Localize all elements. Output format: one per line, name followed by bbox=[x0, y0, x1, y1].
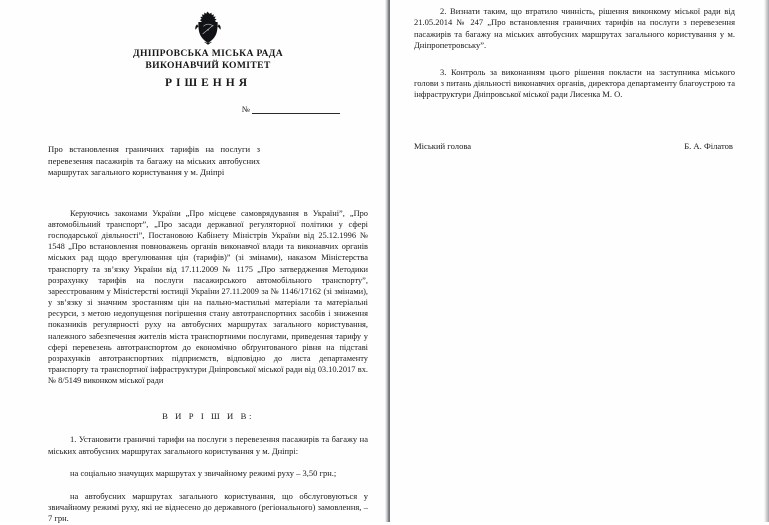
number-symbol: № bbox=[241, 104, 250, 114]
signatory-title: Міський голова bbox=[414, 140, 472, 151]
organization-name-line-2: ВИКОНАВЧИЙ КОМІТЕТ bbox=[145, 59, 271, 71]
signature-row bbox=[414, 141, 735, 151]
document-number-row bbox=[48, 104, 368, 114]
emblem-container bbox=[48, 10, 368, 48]
number-blank-line bbox=[252, 105, 340, 114]
coat-of-arms-icon bbox=[190, 10, 226, 46]
clause-3: 3. Контроль за виконанням цього рішення покласти на заступника міського голови з питань діяльності виконавчих органів, директора департаменту благоустрою та інфраструктури Дніпровської міської ради Лисенка М. О. bbox=[414, 66, 735, 100]
clause-2: 2. Визнати таким, що втратило чинність, рішення виконкому міської ради від 21.05.2014 № 247 „Про встановлення граничних тарифів на послуги з перевезення пасажирів та багажу на міських автобусних маршрутах загального користування у м. Дніпропетровську”. bbox=[414, 6, 735, 51]
signatory-name: Б. А. Філатов bbox=[684, 140, 733, 151]
clause-1-sub-2: на автобусних маршрутах загального користування, що обслуговуються у звичайному режимі руху, які не віднесено до державного (регіонального) замовлення, – 7 грн. bbox=[48, 490, 368, 524]
document-title: Про встановлення граничних тарифів на послуги з перевезення пасажирів та багажу на міських автобусних маршрутах загального користування у м. Дніпрі bbox=[48, 144, 260, 178]
clause-1: 1. Установити граничні тарифи на послуги з перевезення пасажирів та багажу на міських автобусних маршрутах загального користування у м. Дніпрі: bbox=[48, 434, 368, 456]
page-edge-shadow bbox=[764, 0, 769, 522]
document-page-right bbox=[390, 0, 769, 522]
resolved-heading: В И Р І Ш И В: bbox=[162, 411, 254, 422]
clause-1-sub-1: на соціально значущих маршрутах у звичайному режимі руху – 3,50 грн.; bbox=[70, 468, 337, 479]
preamble-paragraph: Керуючись законами України „Про місцеве самоврядування в Україні”, „Про автомобільний транспорт”, „Про засади державної регуляторної політики у сфері господарської діяльності”, Постановою Кабінету Міністрів України від 25.12.1996 № 1548 „Про встановлення повноважень органів виконавчої влади та виконавчих органів міських рад щодо врегулювання цін (тарифів)” (зі змінами), наказом Міністерства транспорту та зв’язку України від 17.11.2009 № 1175 „Про затвердження Методики розрахунку тарифів на послуги пасажирського автомобільного транспорту”, зареєстрованим у Міністерстві юстиції України 27.11.2009 за № 1146/17162 (зі змінами), у зв’язку зі значним зростанням цін на пально-мастильні матеріали та матеріальні ресурси, з метою недопущення погіршення стану автотранспортних засобів і зниження показників регулярності руху на автобусних маршрутах загального користування, належного забезпечення жителів міста транспортними послугами, приведення тарифу у сфері перевезень автотранспортом до економічно обґрунтованого рівня на підставі розрахунків автотранспортних підприємств, відповідно до листа департаменту транспорту та транспортної інфраструктури Дніпровської міської ради від 03.10.2017 вх. № 8/5149 виконком міської ради bbox=[48, 208, 368, 386]
organization-name-line-1: ДНІПРОВСЬКА МІСЬКА РАДА bbox=[133, 48, 283, 59]
document-kind-heading: РІШЕННЯ bbox=[165, 77, 251, 89]
